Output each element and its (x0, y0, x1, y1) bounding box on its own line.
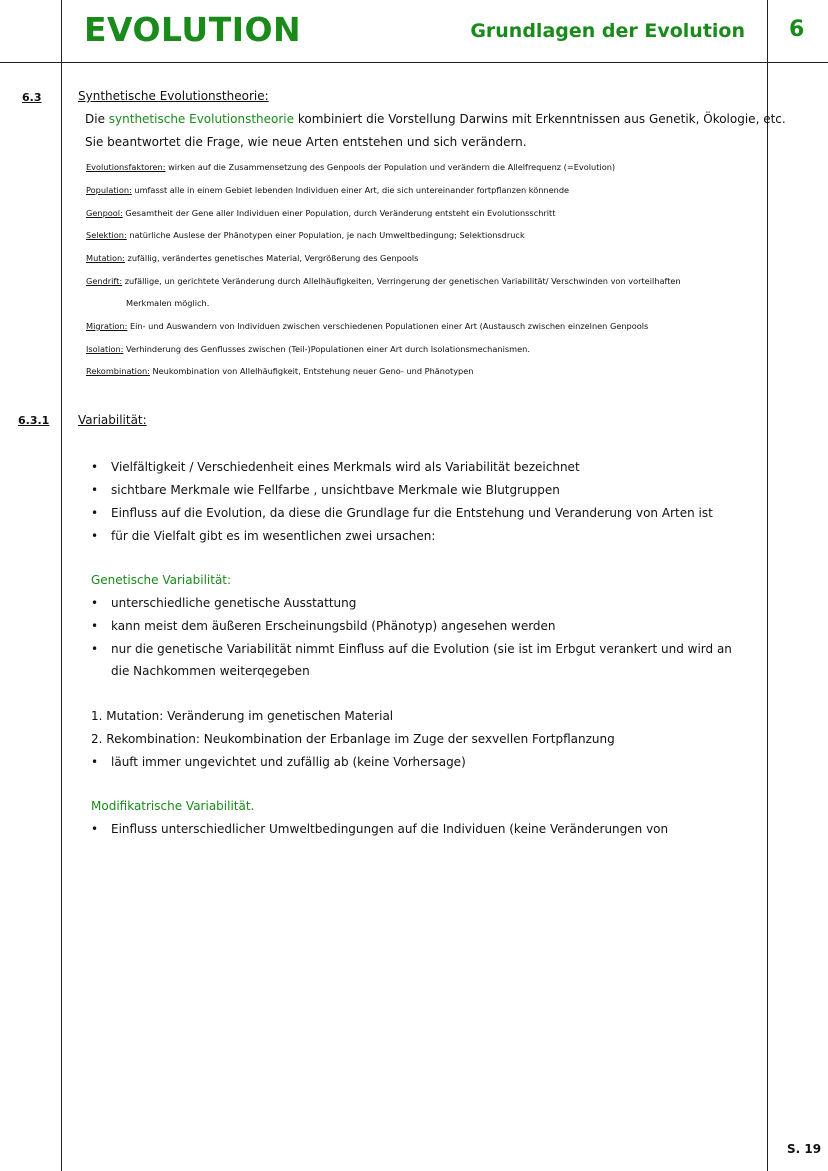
intro-line-1 (85, 112, 786, 126)
term-text: zufällige, un gerichtete Veränderung durch Allelhäufigkeiten, Verringerung der genetischen Variabilität/ Verschwinden von vorteilhaften (122, 276, 681, 286)
page-title: EVOLUTION (84, 10, 302, 49)
term-evolutionsfaktoren (86, 162, 615, 172)
section-number-6-3-1: 6.3.1 (18, 414, 50, 427)
intro-highlight: synthetische Evolutionstheorie (108, 112, 295, 126)
term-text: umfasst alle in einem Gebiet lebenden Individuen einer Art, die sich untereinander fortpflanzen könnende (131, 185, 570, 195)
term-label: Rekombination: (86, 366, 150, 376)
term-label: Gendrift: (86, 276, 123, 286)
page-label: S. 19 (787, 1142, 822, 1156)
term-text: Ein- und Auswandern von Individuen zwischen verschiedenen Populationen einer Art (Austausch zwischen einzelnen Genpools (127, 321, 649, 331)
genetic-bullet-continuation: die Nachkommen weiterqegeben (111, 664, 310, 678)
header-divider (0, 62, 828, 63)
term-label: Evolutionsfaktoren: (86, 162, 166, 172)
term-text: Verhinderung des Genflusses zwischen (Teil-)Populationen einer Art durch Isolationsmechanismen. (123, 344, 530, 354)
section-heading-6-3-1: Variabilität: (78, 413, 147, 427)
genetic-last-bullet: • läuft immer ungevichtet und zufällig ab (keine Vorhersage) (111, 755, 466, 769)
term-label: Selektion: (86, 230, 127, 240)
term-label: Genpool: (86, 208, 123, 218)
modification-bullet: • Einfluss unterschiedlicher Umweltbedingungen auf die Individuen (keine Veränderungen von (111, 822, 668, 836)
term-text: Gesamtheit der Gene aller Individuen einer Population, durch Veränderung entsteht ein Evolutionsschritt (122, 208, 556, 218)
term-label: Isolation: (86, 344, 124, 354)
genetic-variability-heading: Genetische Variabilität: (91, 573, 232, 587)
term-label: Mutation: (86, 253, 125, 263)
term-text: wirken auf die Zusammensetzung des Genpools der Population und verändern die Allelfrequenz (=Evolution) (165, 162, 616, 172)
variability-bullet: • Vielfältigkeit / Verschiedenheit eines Merkmals wird als Variabilität bezeichnet (111, 460, 580, 474)
term-gendrift-continuation: Merkmalen möglich. (126, 298, 210, 308)
term-mutation (86, 253, 418, 263)
intro-pre: Die (85, 112, 109, 126)
variability-bullet: • sichtbare Merkmale wie Fellfarbe , unsichtbave Merkmale wie Blutgruppen (111, 483, 560, 497)
intro-post: kombiniert die Vorstellung Darwins mit Erkenntnissen aus Genetik, Ökologie, etc. (294, 112, 786, 126)
term-text: Neukombination von Allelhäufigkeit, Entstehung neuer Geno- und Phänotypen (149, 366, 474, 376)
genetic-bullet: • unterschiedliche genetische Ausstattung (111, 596, 356, 610)
term-rekombination (86, 366, 473, 376)
term-genpool (86, 208, 555, 218)
section-heading-6-3: Synthetische Evolutionstheorie: (78, 89, 269, 103)
section-number-6-3: 6.3 (22, 91, 42, 104)
intro-line-2: Sie beantwortet die Frage, wie neue Arten entstehen und sich verändern. (85, 135, 527, 149)
term-text: natürliche Auslese der Phänotypen einer Population, je nach Umweltbedingung; Selektionsdruck (126, 230, 525, 240)
variability-bullet: • für die Vielfalt gibt es im wesentlichen zwei ursachen: (111, 529, 435, 543)
term-migration (86, 321, 648, 331)
term-label: Migration: (86, 321, 128, 331)
right-margin-line (767, 0, 768, 1171)
modification-variability-heading: Modifikatrische Variabilität. (91, 799, 255, 813)
genetic-bullet: • kann meist dem äußeren Erscheinungsbild (Phänotyp) angesehen werden (111, 619, 556, 633)
term-selektion (86, 230, 525, 240)
term-gendrift (86, 276, 681, 286)
genetic-bullet: • nur die genetische Variabilität nimmt Einfluss auf die Evolution (sie ist im Erbgut verankert und wird an (111, 642, 732, 656)
term-label: Population: (86, 185, 132, 195)
numbered-item-rekombination: 2. Rekombination: Neukombination der Erbanlage im Zuge der sexvellen Fortpflanzung (91, 732, 615, 746)
term-isolation (86, 344, 530, 354)
term-population (86, 185, 569, 195)
chapter-number: 6 (789, 17, 805, 42)
left-margin-line (61, 0, 62, 1171)
numbered-item-mutation: 1. Mutation: Veränderung im genetischen Material (91, 709, 394, 723)
term-text: zufällig, verändertes genetisches Material, Vergrößerung des Genpools (124, 253, 419, 263)
variability-bullet: • Einfluss auf die Evolution, da diese die Grundlage fur die Entstehung und Veranderung von Arten ist (111, 506, 713, 520)
page-subtitle: Grundlagen der Evolution (470, 20, 745, 42)
